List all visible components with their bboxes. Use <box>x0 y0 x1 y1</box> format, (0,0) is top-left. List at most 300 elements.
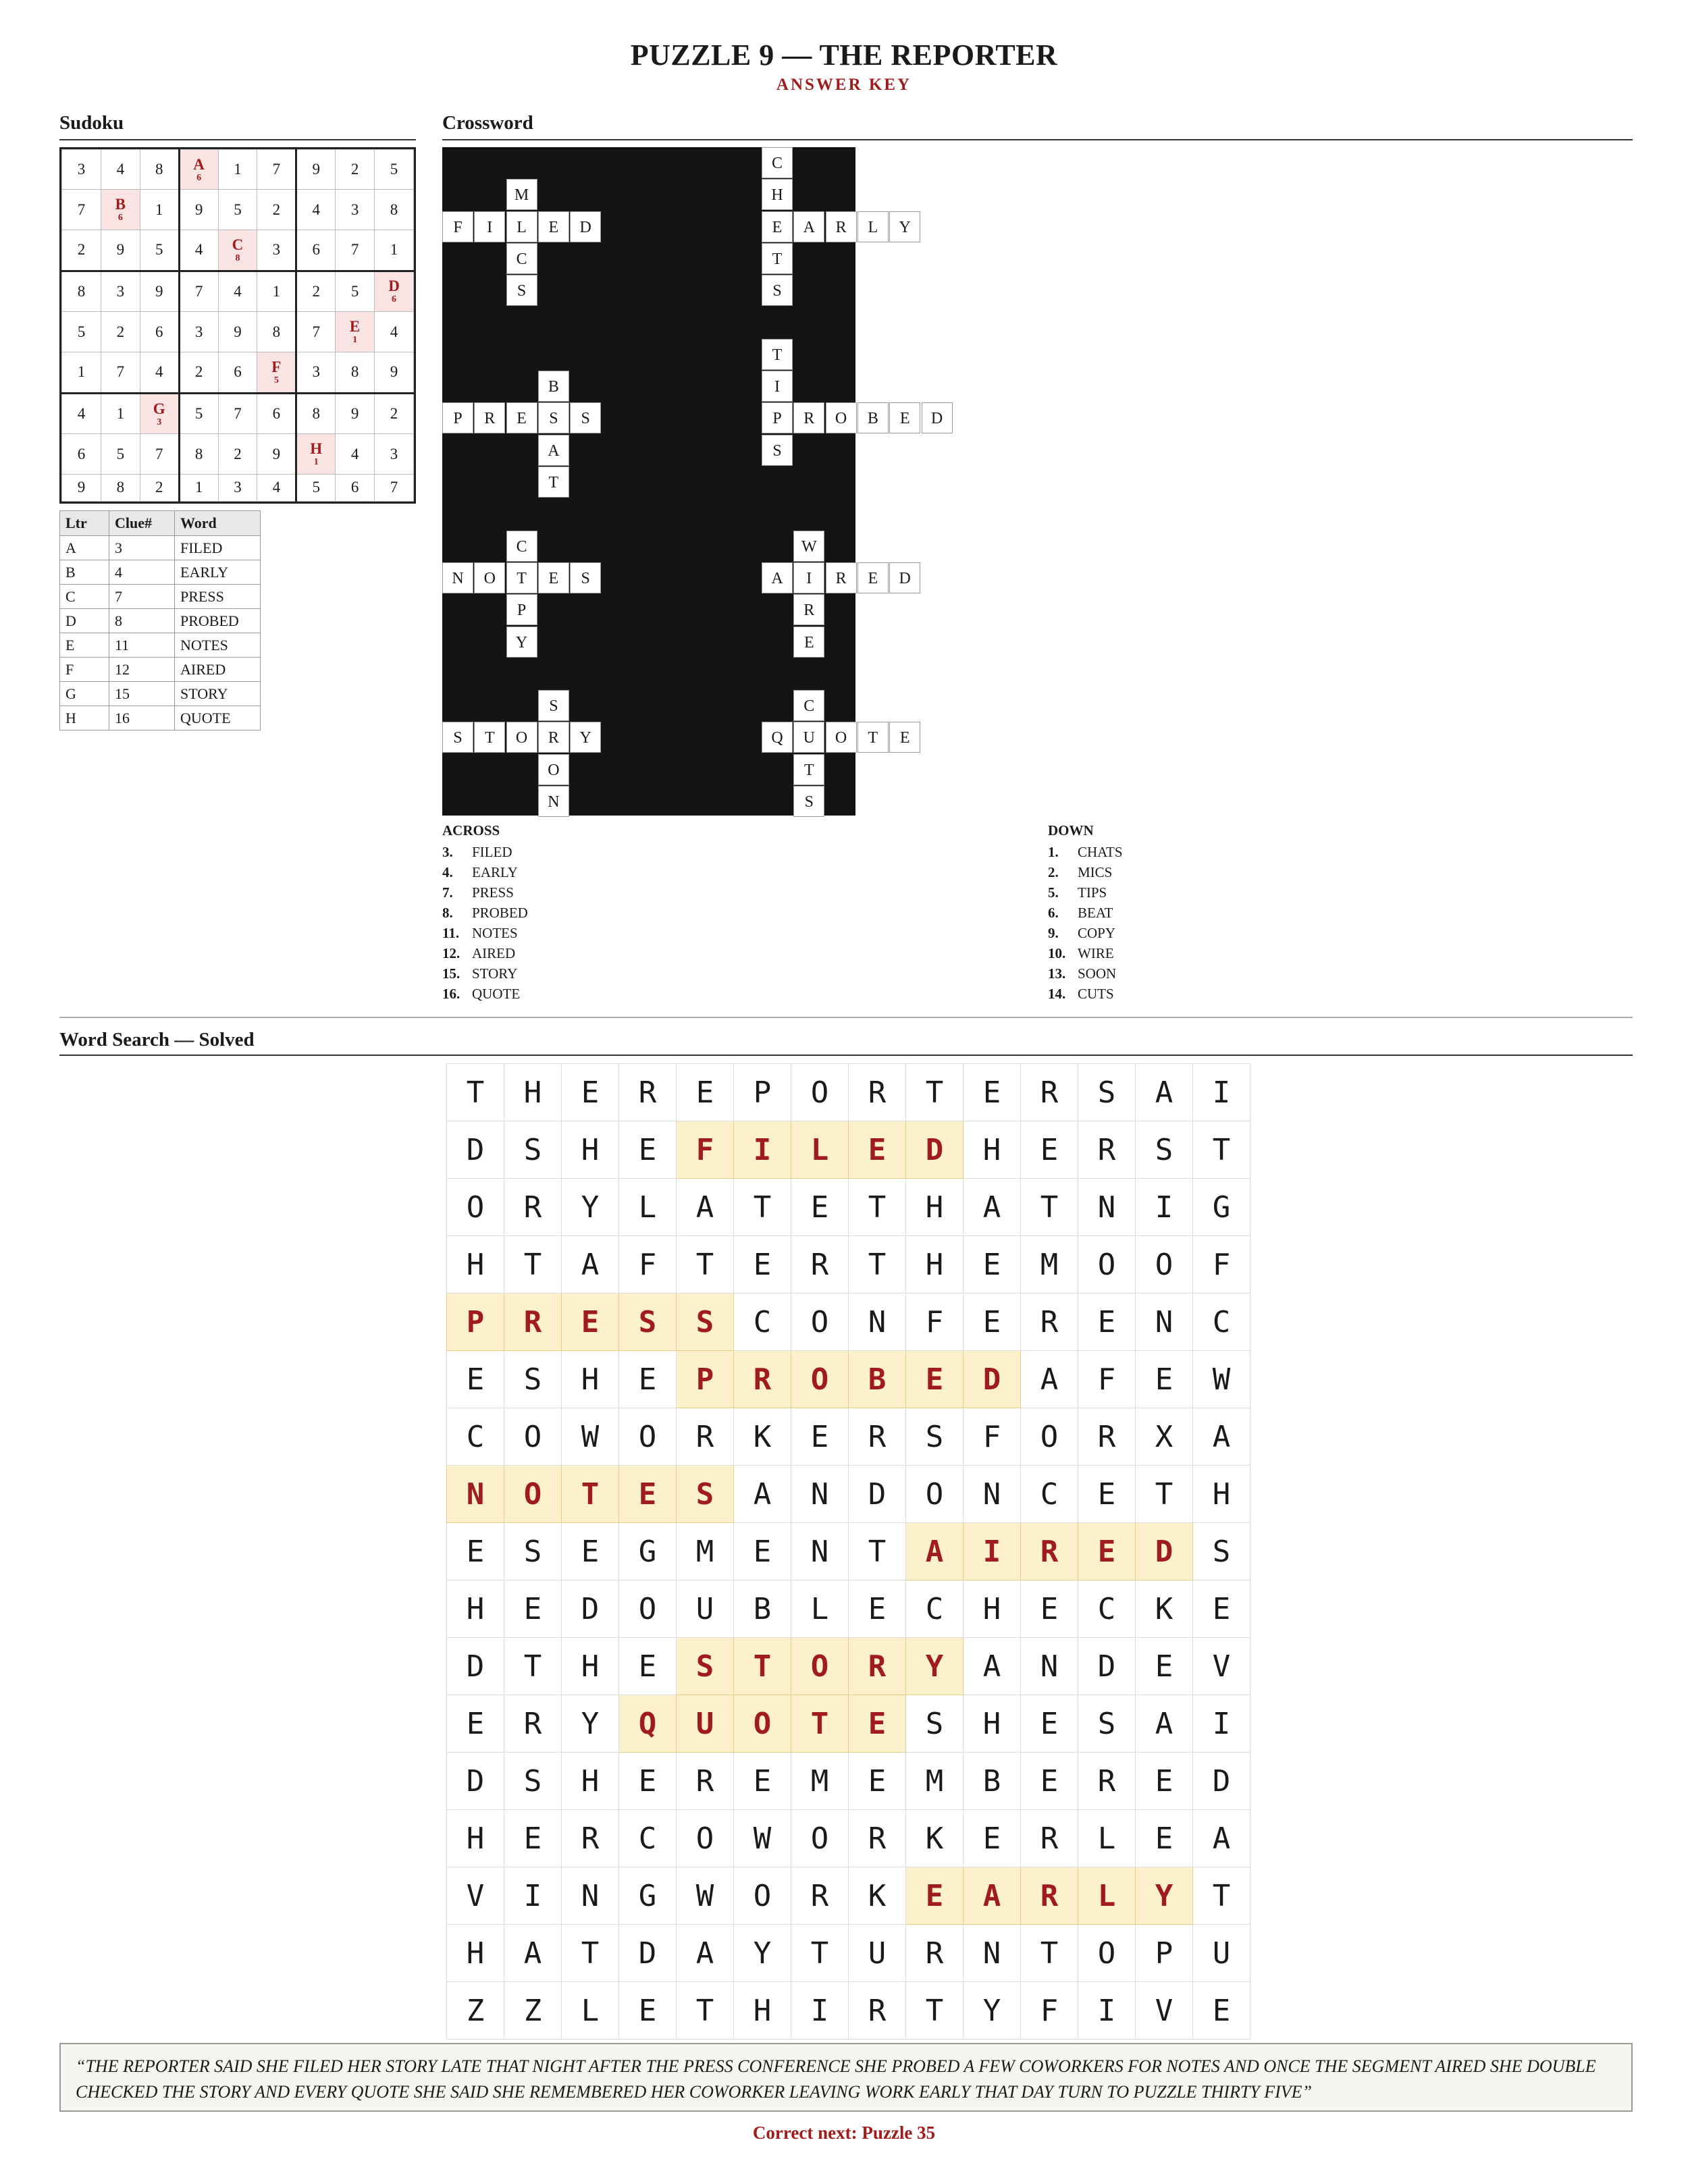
word-search-grid <box>446 1063 1250 2040</box>
word-search-cell: C <box>906 1580 964 1638</box>
crossword-cell: S <box>762 275 793 306</box>
clue-answer: COPY <box>1078 925 1116 941</box>
clue-answer: PROBED <box>472 905 528 921</box>
clue-answer: SOON <box>1078 965 1117 982</box>
sudoku-cell: 2 <box>375 393 414 434</box>
across-clue <box>442 905 528 925</box>
down-clue <box>1048 905 1123 925</box>
word-search-cell: K <box>734 1408 791 1466</box>
sudoku-cell: 2 <box>62 230 101 271</box>
sudoku-rule <box>59 139 416 140</box>
word-search-cell: L <box>1078 1810 1136 1867</box>
sudoku-cell: 3 <box>218 474 257 501</box>
crossword-cell: W <box>793 531 824 562</box>
word-search-cell: N <box>1136 1294 1193 1351</box>
sudoku-cell <box>336 312 375 352</box>
word-search-cell: H <box>734 1982 791 2040</box>
word-search-cell: P <box>447 1294 504 1351</box>
word-search-cell: V <box>1193 1638 1250 1695</box>
crossword-cell: O <box>826 402 857 433</box>
word-search-cell: E <box>849 1580 906 1638</box>
word-search-cell: E <box>1078 1466 1136 1523</box>
clue-number: 11. <box>442 925 460 941</box>
word-search-cell: R <box>849 1638 906 1695</box>
word-search-cell: D <box>906 1121 964 1179</box>
sudoku-cell: 9 <box>101 230 140 271</box>
mapping-cell: PRESS <box>175 585 261 609</box>
sudoku-cell-letter: A <box>193 155 205 173</box>
word-search-cell: H <box>447 1580 504 1638</box>
word-search-cell: L <box>562 1982 619 2040</box>
word-search-cell: R <box>677 1753 734 1810</box>
mapping-cell: B <box>60 560 109 585</box>
word-search-cell: S <box>504 1523 562 1580</box>
word-search-cell: O <box>1078 1925 1136 1982</box>
crossword-cell: A <box>793 211 824 242</box>
crossword-cell: R <box>793 402 824 433</box>
mapping-header: Word <box>175 511 261 536</box>
word-search-cell: T <box>1136 1466 1193 1523</box>
word-search-cell: S <box>677 1638 734 1695</box>
crossword-cell: D <box>889 562 920 593</box>
word-search-cell: E <box>964 1064 1021 1121</box>
word-search-cell: A <box>1136 1064 1193 1121</box>
word-search-cell: Y <box>906 1638 964 1695</box>
next-puzzle-note: Correct next: Puzzle 35 <box>752 2123 936 2143</box>
crossword-cell: I <box>793 562 824 593</box>
word-search-cell: T <box>1021 1925 1078 1982</box>
word-search-cell: E <box>849 1753 906 1810</box>
word-search-cell: F <box>906 1294 964 1351</box>
mapping-cell: F <box>60 658 109 682</box>
mapping-row <box>60 536 261 560</box>
sudoku-cell: 7 <box>336 230 375 271</box>
sudoku-cell: 6 <box>296 230 336 271</box>
word-search-cell: C <box>1021 1466 1078 1523</box>
word-search-cell: C <box>734 1294 791 1351</box>
word-search-cell: U <box>677 1695 734 1753</box>
word-search-cell: L <box>619 1179 677 1236</box>
across-clue <box>442 945 528 965</box>
across-clue <box>442 864 528 884</box>
word-search-cell: E <box>849 1121 906 1179</box>
crossword-cell: H <box>762 179 793 210</box>
word-search-cell: V <box>447 1867 504 1925</box>
mapping-cell: 11 <box>109 633 175 658</box>
word-search-cell: K <box>1136 1580 1193 1638</box>
mapping-cell: EARLY <box>175 560 261 585</box>
clue-number: 16. <box>442 986 460 1002</box>
sudoku-cell: 6 <box>336 474 375 501</box>
crossword-cell: R <box>474 402 505 433</box>
sudoku-cell-value: 6 <box>392 294 396 305</box>
word-search-cell: S <box>1078 1695 1136 1753</box>
mapping-cell: A <box>60 536 109 560</box>
sudoku-cell: 4 <box>218 271 257 312</box>
word-search-cell: S <box>504 1121 562 1179</box>
word-search-cell: A <box>964 1638 1021 1695</box>
word-search-cell: H <box>906 1236 964 1294</box>
word-search-cell: D <box>1078 1638 1136 1695</box>
clue-answer: QUOTE <box>472 986 521 1002</box>
sudoku-cell: 5 <box>375 150 414 190</box>
mapping-cell: FILED <box>175 536 261 560</box>
mapping-cell: 15 <box>109 682 175 706</box>
crossword-heading: Crossword <box>442 112 533 134</box>
sudoku-cell: 9 <box>140 271 179 312</box>
sudoku-cell: 5 <box>101 434 140 474</box>
word-search-cell: E <box>447 1523 504 1580</box>
word-search-cell: T <box>1193 1867 1250 1925</box>
mapping-cell: 3 <box>109 536 175 560</box>
word-search-cell: E <box>1136 1810 1193 1867</box>
word-search-cell: O <box>619 1580 677 1638</box>
sudoku-grid <box>59 147 416 504</box>
crossword-cell: C <box>506 243 537 274</box>
sudoku-cell: 3 <box>375 434 414 474</box>
crossword-cell: P <box>442 402 473 433</box>
down-clue <box>1048 884 1123 905</box>
word-search-cell: N <box>447 1466 504 1523</box>
crossword-cell: Q <box>762 722 793 753</box>
mapping-cell: 8 <box>109 609 175 633</box>
sudoku-cell: 3 <box>62 150 101 190</box>
sudoku-cell: 4 <box>257 474 296 501</box>
down-clue <box>1048 965 1123 986</box>
word-search-cell: H <box>447 1236 504 1294</box>
across-clue <box>442 986 528 1006</box>
crossword-rule <box>442 139 1633 140</box>
word-search-cell: C <box>1078 1580 1136 1638</box>
word-search-cell: E <box>1136 1351 1193 1408</box>
sudoku-cell-letter: B <box>115 196 126 213</box>
crossword-cell: F <box>442 211 473 242</box>
word-search-cell: A <box>1193 1810 1250 1867</box>
word-search-cell: A <box>504 1925 562 1982</box>
mapping-header: Clue# <box>109 511 175 536</box>
sudoku-cell: 9 <box>62 474 101 501</box>
sudoku-cell: 1 <box>140 190 179 230</box>
sudoku-cell-letter: F <box>271 358 282 375</box>
word-search-cell: R <box>504 1179 562 1236</box>
word-search-cell: O <box>504 1408 562 1466</box>
crossword-cell: S <box>538 402 569 433</box>
crossword-cell: T <box>762 243 793 274</box>
sudoku-cell: 3 <box>257 230 296 271</box>
sudoku-cell-value: 6 <box>196 172 202 183</box>
mapping-cell: STORY <box>175 682 261 706</box>
sudoku-cell-value: 1 <box>352 335 358 346</box>
word-search-cell: F <box>677 1121 734 1179</box>
crossword-cell: S <box>442 722 473 753</box>
crossword-cell: N <box>538 786 569 817</box>
word-search-cell: S <box>677 1294 734 1351</box>
word-search-cell: M <box>1021 1236 1078 1294</box>
word-search-cell: H <box>964 1695 1021 1753</box>
word-search-cell: R <box>562 1810 619 1867</box>
page-subtitle: ANSWER KEY <box>776 76 912 94</box>
mapping-cell: C <box>60 585 109 609</box>
word-search-cell: R <box>1078 1408 1136 1466</box>
sudoku-cell-letter: D <box>388 277 400 295</box>
word-search-cell: T <box>791 1695 849 1753</box>
word-search-cell: T <box>791 1925 849 1982</box>
crossword-cell: R <box>793 594 824 625</box>
word-search-cell: T <box>562 1925 619 1982</box>
word-search-cell: T <box>504 1236 562 1294</box>
clue-number: 12. <box>442 945 460 961</box>
word-search-cell: T <box>562 1466 619 1523</box>
sudoku-cell: 8 <box>257 312 296 352</box>
clue-number: 13. <box>1048 965 1066 982</box>
sudoku-cell: 9 <box>296 150 336 190</box>
word-search-cell: O <box>1021 1408 1078 1466</box>
word-search-cell: R <box>849 1408 906 1466</box>
word-search-cell: I <box>504 1867 562 1925</box>
mapping-cell: QUOTE <box>175 706 261 730</box>
across-clue <box>442 884 528 905</box>
down-clue <box>1048 986 1123 1006</box>
sudoku-cell: 4 <box>140 352 179 393</box>
word-search-cell: A <box>677 1179 734 1236</box>
crossword-cell: I <box>762 371 793 402</box>
sudoku-cell: 7 <box>179 271 218 312</box>
crossword-cell: P <box>762 402 793 433</box>
word-search-cell: A <box>734 1466 791 1523</box>
sudoku-cell: 6 <box>62 434 101 474</box>
word-search-cell: O <box>791 1638 849 1695</box>
word-search-cell: E <box>734 1753 791 1810</box>
word-search-cell: E <box>504 1580 562 1638</box>
sudoku-cell: 5 <box>296 474 336 501</box>
sudoku-cell: 8 <box>336 352 375 393</box>
sudoku-cell: 2 <box>257 190 296 230</box>
down-clues <box>1048 844 1123 1006</box>
word-search-cell: B <box>849 1351 906 1408</box>
clue-answer: EARLY <box>472 864 518 880</box>
mapping-cell: PROBED <box>175 609 261 633</box>
sudoku-cell: 7 <box>375 474 414 501</box>
across-clue <box>442 925 528 945</box>
word-search-cell: S <box>1193 1523 1250 1580</box>
word-search-cell: I <box>964 1523 1021 1580</box>
wordsearch-heading: Word Search — Solved <box>59 1029 255 1050</box>
crossword-cell: O <box>826 722 857 753</box>
word-search-cell: A <box>1021 1351 1078 1408</box>
sudoku-cell: 8 <box>179 434 218 474</box>
word-search-cell: R <box>906 1925 964 1982</box>
word-search-cell: P <box>677 1351 734 1408</box>
word-search-cell: T <box>447 1064 504 1121</box>
word-search-cell: F <box>1078 1351 1136 1408</box>
word-search-cell: Y <box>964 1982 1021 2040</box>
word-search-cell: D <box>619 1925 677 1982</box>
mapping-row <box>60 560 261 585</box>
word-search-cell: B <box>964 1753 1021 1810</box>
word-search-cell: O <box>791 1351 849 1408</box>
crossword-cell: E <box>889 402 920 433</box>
word-search-cell: I <box>734 1121 791 1179</box>
crossword-cell: R <box>538 722 569 753</box>
word-search-cell: M <box>906 1753 964 1810</box>
word-search-cell: H <box>562 1351 619 1408</box>
word-search-cell: L <box>791 1121 849 1179</box>
word-search-cell: S <box>504 1753 562 1810</box>
word-search-cell: T <box>677 1236 734 1294</box>
word-search-cell: G <box>1193 1179 1250 1236</box>
word-search-cell: E <box>1078 1523 1136 1580</box>
word-search-cell: E <box>849 1695 906 1753</box>
word-search-cell: D <box>1193 1753 1250 1810</box>
word-search-cell: F <box>1021 1982 1078 2040</box>
clue-number: 4. <box>442 864 453 880</box>
sudoku-cell: 1 <box>218 150 257 190</box>
word-search-cell: E <box>1078 1294 1136 1351</box>
word-search-cell: H <box>562 1753 619 1810</box>
clue-number: 5. <box>1048 884 1059 901</box>
word-search-cell: C <box>619 1810 677 1867</box>
word-search-cell: H <box>562 1121 619 1179</box>
word-search-cell: N <box>791 1523 849 1580</box>
word-search-cell: E <box>1136 1753 1193 1810</box>
word-search-cell: A <box>562 1236 619 1294</box>
clue-answer: STORY <box>472 965 518 982</box>
word-search-cell: E <box>619 1121 677 1179</box>
word-search-cell: T <box>1193 1121 1250 1179</box>
sudoku-cell: 9 <box>218 312 257 352</box>
word-search-cell: R <box>1021 1867 1078 1925</box>
letter-mapping-table <box>59 510 261 730</box>
down-clue <box>1048 945 1123 965</box>
word-search-cell: A <box>1193 1408 1250 1466</box>
word-search-cell: H <box>504 1064 562 1121</box>
crossword-cell: O <box>506 722 537 753</box>
crossword-cell: O <box>474 562 505 593</box>
sudoku-cell: 8 <box>140 150 179 190</box>
sudoku-cell: 9 <box>257 434 296 474</box>
crossword-cell: S <box>762 435 793 466</box>
crossword-cell: S <box>538 690 569 721</box>
mapping-cell: AIRED <box>175 658 261 682</box>
sudoku-cell: 5 <box>218 190 257 230</box>
word-search-cell: D <box>562 1580 619 1638</box>
word-search-cell: E <box>1021 1695 1078 1753</box>
sudoku-cell: 3 <box>179 312 218 352</box>
word-search-cell: D <box>849 1466 906 1523</box>
mapping-row <box>60 585 261 609</box>
word-search-cell: R <box>504 1695 562 1753</box>
crossword-cell: L <box>506 211 537 242</box>
word-search-cell: E <box>734 1236 791 1294</box>
sudoku-cell <box>375 271 414 312</box>
word-search-cell: H <box>1193 1466 1250 1523</box>
clue-number: 8. <box>442 905 453 921</box>
across-clue <box>442 844 528 864</box>
word-search-cell: G <box>619 1867 677 1925</box>
word-search-cell: Y <box>734 1925 791 1982</box>
sudoku-cell: 8 <box>296 393 336 434</box>
crossword-cell: E <box>538 211 569 242</box>
word-search-cell: O <box>734 1867 791 1925</box>
sudoku-cell: 6 <box>140 312 179 352</box>
clue-number: 9. <box>1048 925 1059 941</box>
word-search-cell: H <box>906 1179 964 1236</box>
word-search-cell: W <box>1193 1351 1250 1408</box>
word-search-cell: R <box>677 1408 734 1466</box>
sudoku-cell <box>101 190 140 230</box>
crossword-cell: E <box>889 722 920 753</box>
crossword-cell: B <box>538 371 569 402</box>
sudoku-cell: 1 <box>62 352 101 393</box>
word-search-cell: S <box>1136 1121 1193 1179</box>
word-search-cell: C <box>447 1408 504 1466</box>
sudoku-heading: Sudoku <box>59 112 124 134</box>
word-search-cell: E <box>447 1695 504 1753</box>
word-search-cell: D <box>447 1753 504 1810</box>
mapping-cell: H <box>60 706 109 730</box>
sudoku-cell: 7 <box>101 352 140 393</box>
sudoku-cell: 4 <box>62 393 101 434</box>
hidden-message-quote: “THE REPORTER SAID SHE FILED HER STORY LATE THAT NIGHT AFTER THE PRESS CONFERENCE SHE PROBED A FEW COWORKERS FOR NOTES AND ONCE THE SEGMENT AIRED SHE DOUBLE CHECKED THE STORY AND EVERY QUOTE SHE SAID SHE REMEMBERED HER COWORKER LEAVING WORK EARLY THAT DAY TURN TO PUZZLE THIRTY FIVE” <box>59 2043 1633 2112</box>
word-search-cell: Y <box>1136 1867 1193 1925</box>
word-search-cell: T <box>906 1982 964 2040</box>
word-search-cell: D <box>964 1351 1021 1408</box>
word-search-cell: R <box>1078 1121 1136 1179</box>
clue-number: 1. <box>1048 844 1059 860</box>
crossword-cell: S <box>793 786 824 817</box>
word-search-cell: O <box>791 1294 849 1351</box>
clue-answer: WIRE <box>1078 945 1114 961</box>
word-search-cell: N <box>1078 1179 1136 1236</box>
word-search-cell: R <box>1021 1523 1078 1580</box>
crossword-cell: T <box>538 467 569 498</box>
sudoku-cell <box>257 352 296 393</box>
word-search-cell: Y <box>562 1695 619 1753</box>
word-search-cell: D <box>447 1121 504 1179</box>
word-search-cell: F <box>1193 1236 1250 1294</box>
sudoku-cell: 6 <box>218 352 257 393</box>
word-search-cell: H <box>447 1925 504 1982</box>
word-search-cell: P <box>734 1064 791 1121</box>
word-search-cell: T <box>849 1236 906 1294</box>
crossword-cell: E <box>793 627 824 658</box>
mapping-row <box>60 682 261 706</box>
sudoku-cell: 4 <box>179 230 218 271</box>
word-search-cell: T <box>734 1179 791 1236</box>
word-search-cell: T <box>906 1064 964 1121</box>
clue-answer: CUTS <box>1078 986 1114 1002</box>
crossword-cell: T <box>506 562 537 593</box>
word-search-cell: W <box>562 1408 619 1466</box>
word-search-cell: F <box>964 1408 1021 1466</box>
crossword-grid <box>442 147 943 816</box>
sudoku-cell: 8 <box>101 474 140 501</box>
sudoku-cell: 8 <box>62 271 101 312</box>
sudoku-cell-letter: H <box>310 440 323 458</box>
word-search-cell: E <box>791 1179 849 1236</box>
sudoku-cell: 2 <box>296 271 336 312</box>
clue-answer: CHATS <box>1078 844 1123 860</box>
sudoku-cell-value: 3 <box>157 417 162 427</box>
word-search-cell: E <box>964 1294 1021 1351</box>
word-search-cell: R <box>849 1064 906 1121</box>
word-search-cell: Y <box>562 1179 619 1236</box>
mapping-cell: D <box>60 609 109 633</box>
word-search-cell: O <box>1136 1236 1193 1294</box>
sudoku-cell: 9 <box>179 190 218 230</box>
clue-answer: AIRED <box>472 945 516 961</box>
sudoku-cell: 5 <box>140 230 179 271</box>
